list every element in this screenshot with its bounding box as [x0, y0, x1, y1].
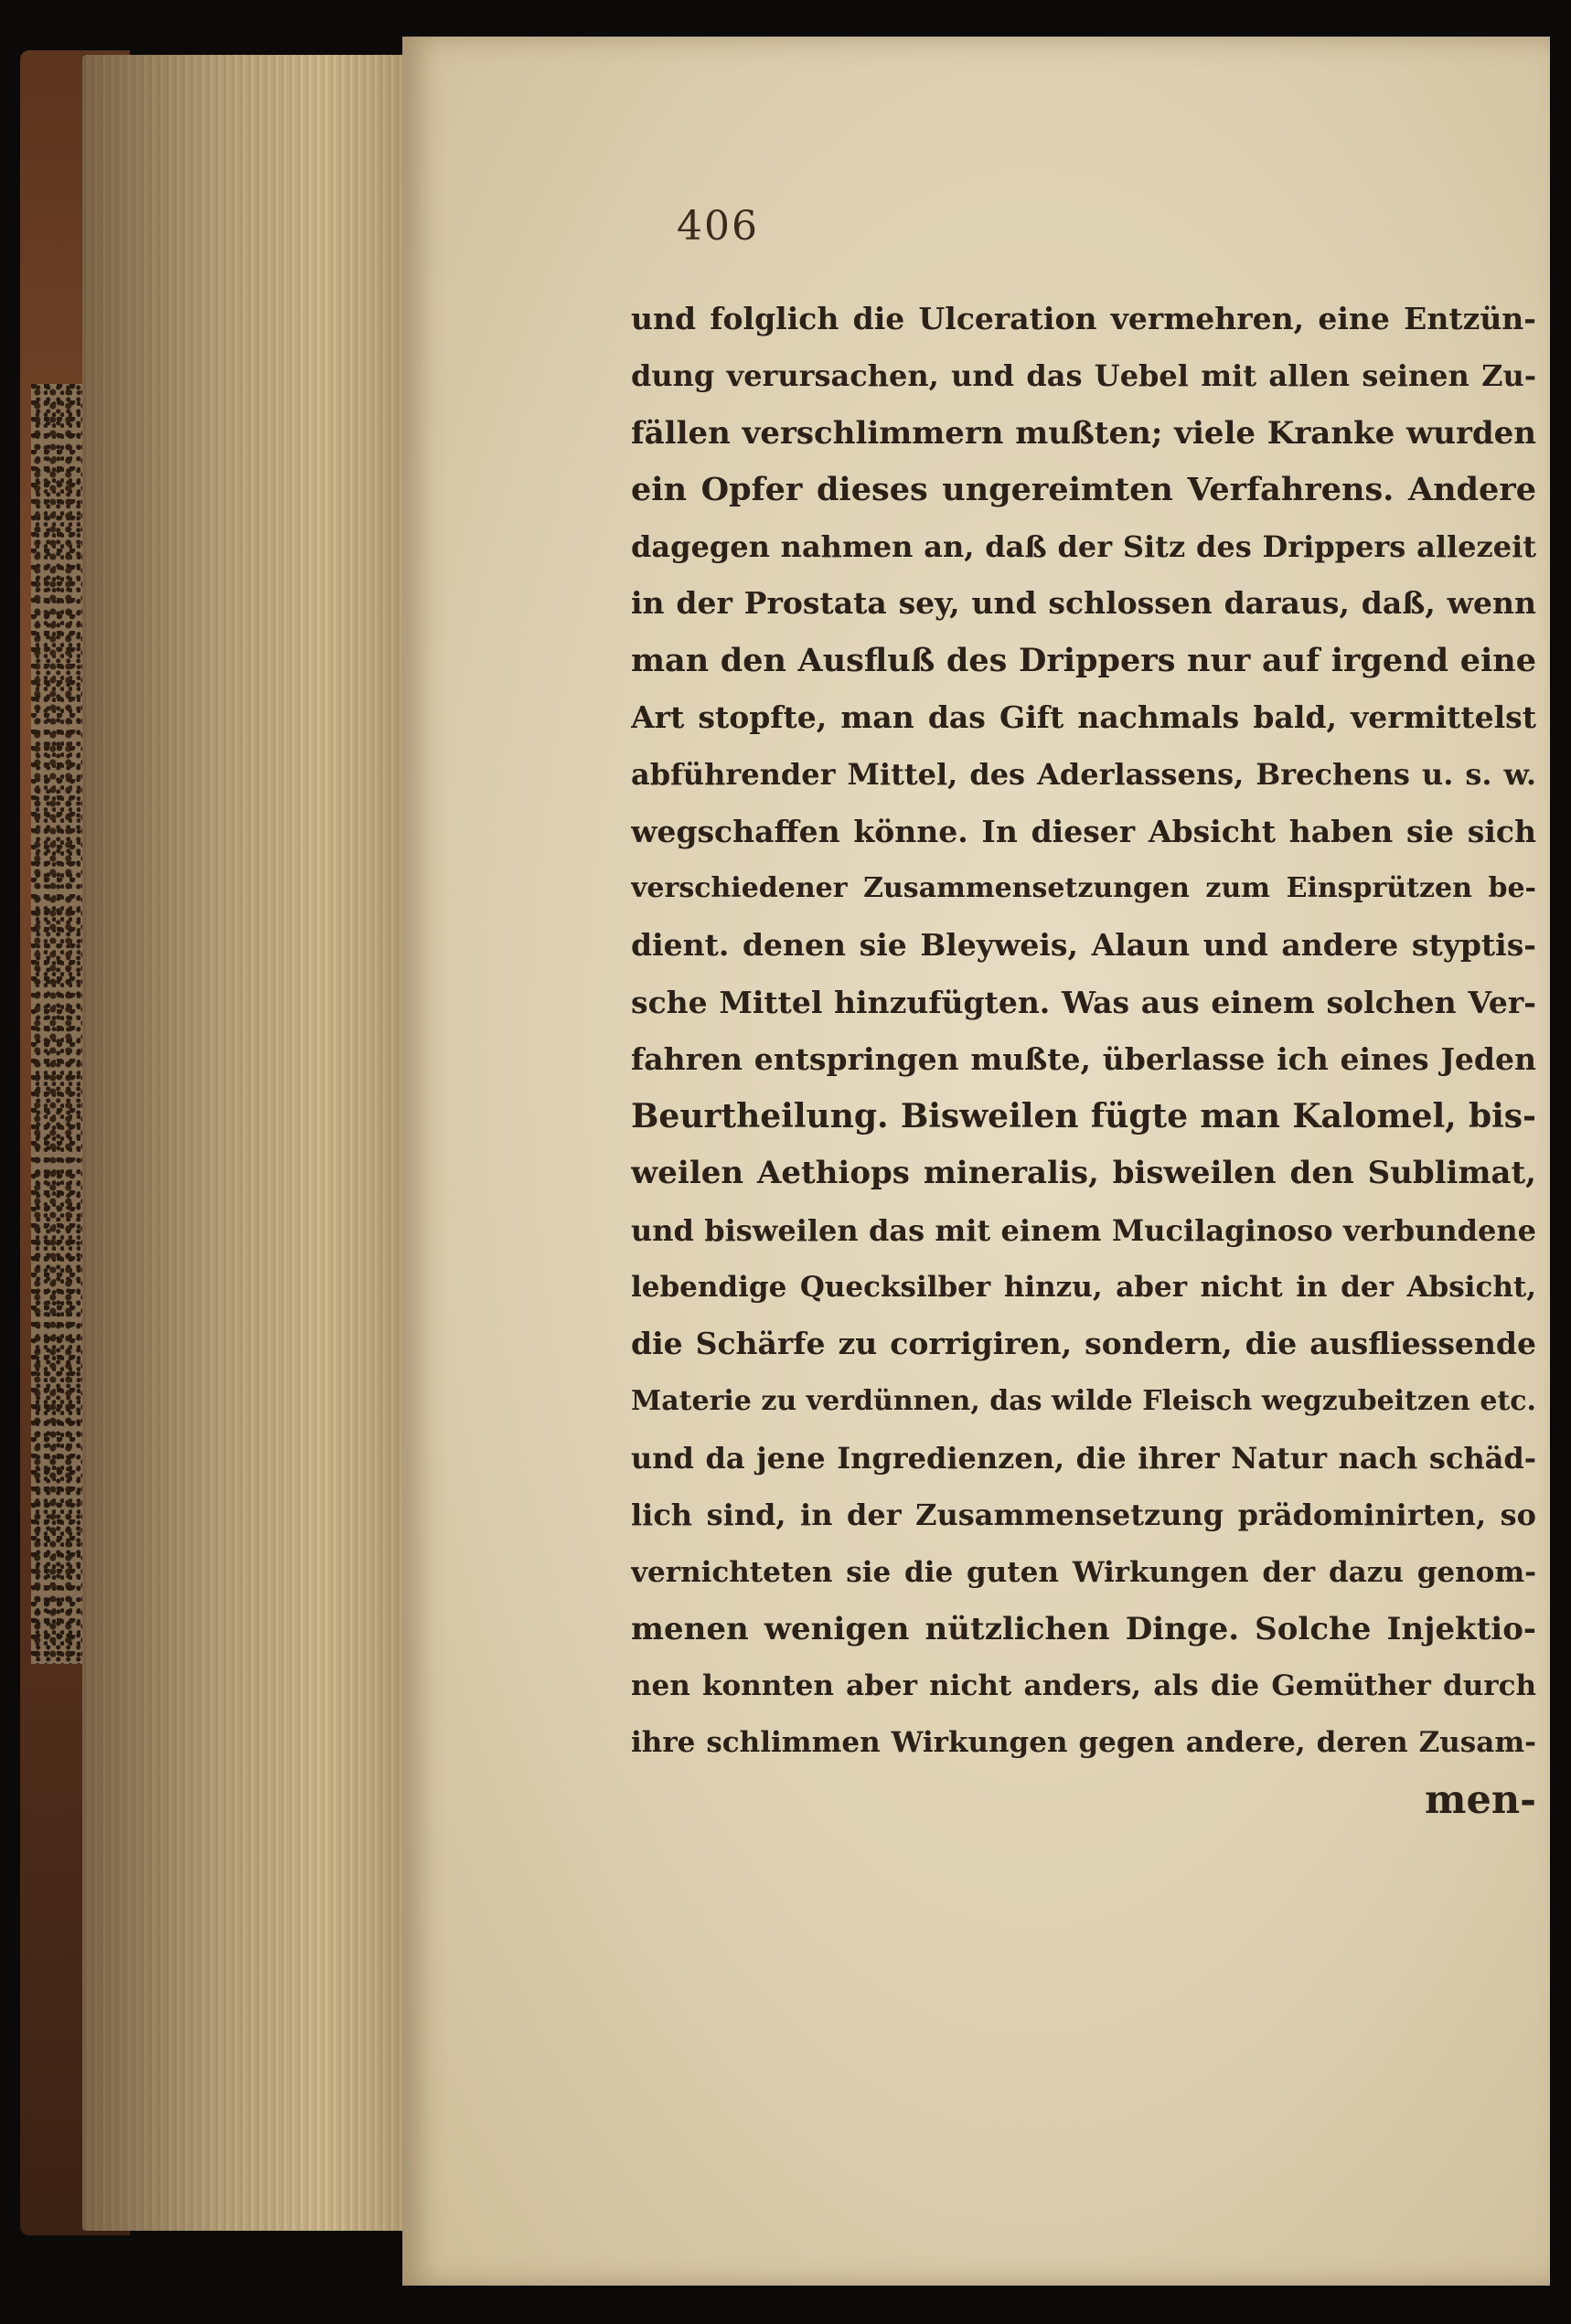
text-line: lich sind, in der Zusammensetzung prädominirten, so — [631, 1498, 1536, 1533]
text-line: abführender Mittel, des Aderlassens, Brechens u. s. w. — [631, 757, 1536, 793]
text-line: nen konnten aber nicht anders, als die Gemüther durch — [631, 1669, 1536, 1703]
text-line: und bisweilen das mit einem Mucilaginoso verbundene — [631, 1212, 1536, 1248]
text-line: Materie zu verdünnen, das wilde Fleisch wegzubeitzen etc. — [631, 1384, 1536, 1417]
text-line: lebendige Quecksilber hinzu, aber nicht in der Absicht, — [631, 1271, 1536, 1305]
page-edges-shadow — [82, 55, 430, 2231]
text-line: weilen Aethiops mineralis, bisweilen den Sublimat, — [631, 1155, 1536, 1192]
text-line: menen wenigen nützlichen Dinge. Solche Injektio- — [631, 1610, 1536, 1647]
text-line: ein Opfer dieses ungereimten Verfahrens. Andere — [631, 470, 1536, 508]
text-line: dagegen nahmen an, daß der Sitz des Drippers allezeit — [631, 529, 1536, 565]
text-line: fahren entspringen mußte, überlasse ich eines Jeden — [631, 1040, 1536, 1077]
text-line: man den Ausfluß des Drippers nur auf irgend eine — [631, 641, 1536, 679]
body-text — [631, 291, 1536, 1828]
text-line: dient. denen sie Bleyweis, Alaun und andere styptis- — [631, 927, 1536, 964]
page-number: 406 — [677, 203, 759, 250]
text-line: die Schärfe zu corrigiren, sondern, die ausfliessende — [631, 1326, 1536, 1362]
text-line: und da jene Ingredienzen, die ihrer Natur nach schäd- — [631, 1440, 1536, 1476]
text-line: dung verursachen, und das Uebel mit allen seinen Zu- — [631, 358, 1536, 394]
text-line: fällen verschlimmern mußten; viele Kranke wurden — [631, 414, 1536, 452]
text-line: ihre schlimmen Wirkungen gegen andere, deren Zusam- — [631, 1726, 1536, 1760]
catchword: men- — [1425, 1776, 1536, 1823]
text-line: und folglich die Ulceration vermehren, eine Entzün- — [631, 301, 1536, 336]
text-line: Art stopfte, man das Gift nachmals bald, vermittelst — [631, 699, 1536, 736]
text-line: Beurtheilung. Bisweilen fügte man Kalomel, bis- — [631, 1097, 1536, 1136]
text-line: verschiedener Zusammensetzungen zum Einsprützen be- — [631, 871, 1536, 904]
text-line: vernichteten sie die guten Wirkungen der dazu genom- — [631, 1555, 1536, 1589]
text-line: wegschaffen könne. In dieser Absicht haben sie sich — [631, 813, 1536, 849]
text-line: sche Mittel hinzufügten. Was aus einem solchen Ver- — [631, 984, 1536, 1020]
text-line: in der Prostata sey, und schlossen daraus, daß, wenn — [631, 585, 1536, 622]
